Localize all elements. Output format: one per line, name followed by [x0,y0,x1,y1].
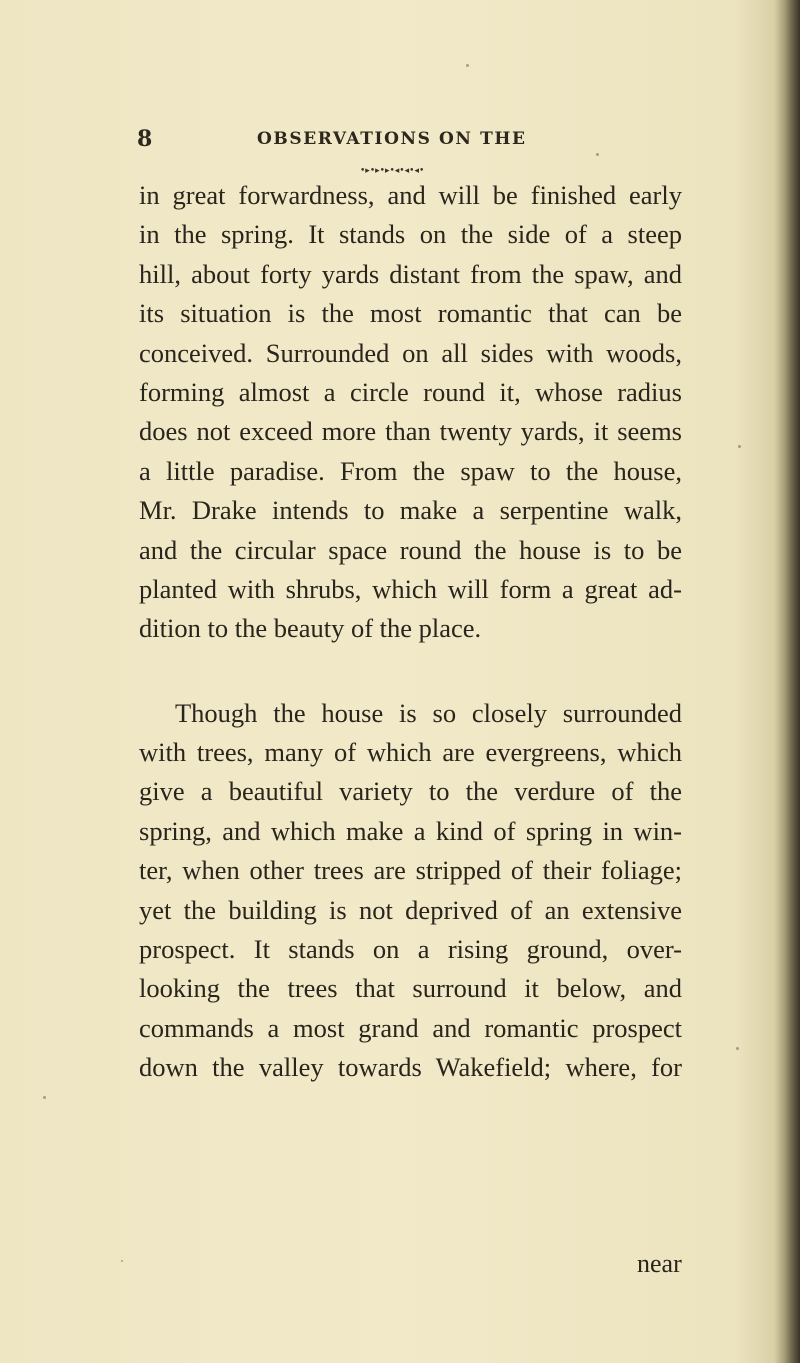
text-line: prospect. It stands on a rising ground, over- [139,934,682,965]
paragraph-2 [139,694,682,1088]
page-number: 8 [137,126,153,152]
text-line: down the valley towards Wakefield; where, for [139,1052,682,1083]
text-line: give a beautiful variety to the verdure of the [139,776,682,807]
paper-speck [466,64,469,67]
paper-speck [736,1047,739,1050]
text-line: Though the house is so closely surrounded [175,697,682,728]
paper-speck [121,1260,123,1262]
text-line: in the spring. It stands on the side of a steep [139,219,682,250]
text-line: in great forwardness, and will be finished early [139,180,682,210]
running-head [0,126,800,166]
paper-speck [738,445,741,448]
text-line: a little paradise. From the spaw to the house, [139,455,682,486]
text-line: spring, and which make a kind of spring in win- [139,815,682,846]
text-line: dition to the beauty of the place. [139,613,482,644]
text-line: Mr. Drake intends to make a serpentine walk, [139,495,682,526]
text-line: forming almost a circle round it, whose radius [139,376,682,407]
running-title: OBSERVATIONS ON THE [257,129,527,149]
text-line: with trees, many of which are evergreens, which [139,737,682,768]
text-line: conceived. Surrounded on all sides with woods, [139,337,682,368]
text-line: planted with shrubs, which will form a great ad- [139,573,682,604]
paper-speck [596,153,599,156]
text-line: hill, about forty yards distant from the spaw, and [139,258,682,289]
paragraph-1 [139,176,682,649]
page-edge-shadow [774,0,800,1363]
paragraph-gap [139,649,682,694]
catchword: near [637,1249,682,1278]
body-text [139,176,682,1088]
header-ornament: •▸•▸•▸•◂•◂•◂• [360,166,425,176]
text-line: ter, when other trees are stripped of their foliage; [139,855,682,886]
text-line: commands a most grand and romantic prospect [139,1012,682,1043]
text-line: does not exceed more than twenty yards, it seems [139,416,682,447]
text-line: yet the building is not deprived of an extensive [139,894,682,925]
text-line: and the circular space round the house is to be [139,534,682,565]
paper-speck [43,1096,46,1099]
text-line: looking the trees that surround it below, and [139,973,682,1004]
text-line: its situation is the most romantic that can be [139,298,682,329]
